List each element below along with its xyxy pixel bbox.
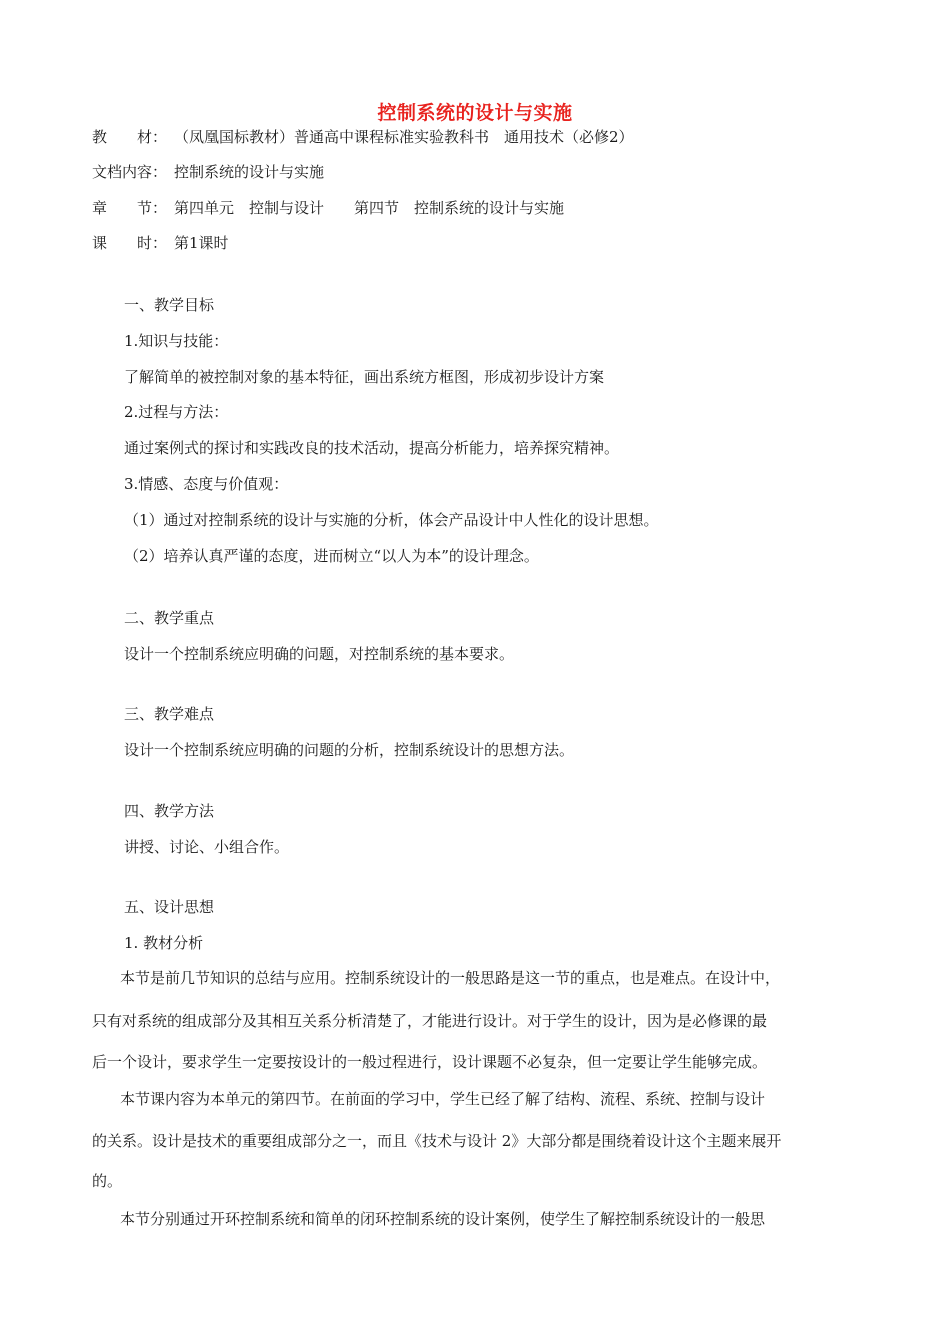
meta-content-label: 文档内容： xyxy=(92,163,168,181)
meta-period-label: 课 时： xyxy=(92,234,168,252)
paragraph-1-line-2: 只有对系统的组成部分及其相互关系分析清楚了，才能进行设计。对于学生的设计，因为是必修课的最 xyxy=(92,1012,768,1030)
meta-content xyxy=(92,162,324,182)
meta-textbook-label: 教 材： xyxy=(92,128,168,146)
paragraph-1-line-1-text: 本节是前几节知识的总结与应用。控制系统设计的一般思路是这一节的重点，也是难点。在设计中， xyxy=(120,969,781,987)
section-heading-methods: 四、教学方法 xyxy=(124,802,215,820)
paragraph-1-line-3: 后一个设计，要求学生一定要按设计的一般过程进行，设计课题不必复杂，但一定要让学生能够完成。 xyxy=(92,1053,768,1071)
paragraph-2-line-2: 的关系。设计是技术的重要组成部分之一，而且《技术与设计 2》大部分都是围绕着设计这个主题来展开 xyxy=(92,1132,782,1150)
objective-attitude-label: 3.情感、态度与价值观： xyxy=(124,475,289,493)
paragraph-2-line-1-text: 本节课内容为本单元的第四节。在前面的学习中，学生已经了解了结构、流程、系统、控制与设计 xyxy=(120,1090,766,1108)
objective-process-text: 通过案例式的探讨和实践改良的技术活动，提高分析能力，培养探究精神。 xyxy=(124,439,620,457)
paragraph-2-line-1 xyxy=(92,1089,858,1109)
objective-attitude-item-1: （1）通过对控制系统的设计与实施的分析，体会产品设计中人性化的设计思想。 xyxy=(124,511,659,529)
meta-chapter-label: 章 节： xyxy=(92,199,168,217)
paragraph-3-line-1-text: 本节分别通过开环控制系统和简单的闭环控制系统的设计案例，使学生了解控制系统设计的一般思 xyxy=(120,1210,766,1228)
meta-period-value: 第1课时 xyxy=(174,234,229,252)
objective-knowledge-label: 1.知识与技能： xyxy=(124,332,229,350)
meta-textbook xyxy=(92,127,634,147)
methods-text: 讲授、讨论、小组合作。 xyxy=(124,838,290,856)
key-points-text: 设计一个控制系统应明确的问题，对控制系统的基本要求。 xyxy=(124,645,515,663)
difficulties-text: 设计一个控制系统应明确的问题的分析，控制系统设计的思想方法。 xyxy=(124,741,575,759)
section-heading-key-points: 二、教学重点 xyxy=(124,609,215,627)
section-heading-objectives: 一、教学目标 xyxy=(124,296,215,314)
design-idea-item-1: 1. 教材分析 xyxy=(124,934,204,952)
paragraph-3-line-1 xyxy=(92,1209,858,1229)
objective-knowledge-text: 了解简单的被控制对象的基本特征，画出系统方框图，形成初步设计方案 xyxy=(124,368,605,386)
meta-chapter xyxy=(92,198,564,218)
meta-period xyxy=(92,233,229,253)
objective-process-label: 2.过程与方法： xyxy=(124,403,229,421)
section-heading-design-idea: 五、设计思想 xyxy=(124,898,215,916)
meta-chapter-value: 第四单元 控制与设计 第四节 控制系统的设计与实施 xyxy=(174,199,565,217)
paragraph-2-line-3: 的。 xyxy=(92,1172,123,1190)
section-heading-difficulties: 三、教学难点 xyxy=(124,705,215,723)
meta-content-value: 控制系统的设计与实施 xyxy=(174,163,325,181)
meta-textbook-value: （凤凰国标教材）普通高中课程标准实验教科书 通用技术（必修2） xyxy=(174,128,634,146)
objective-attitude-item-2: （2）培养认真严谨的态度，进而树立“以人为本”的设计理念。 xyxy=(124,547,539,565)
document-title: 控制系统的设计与实施 xyxy=(377,102,573,124)
paragraph-1-line-1 xyxy=(92,968,858,988)
